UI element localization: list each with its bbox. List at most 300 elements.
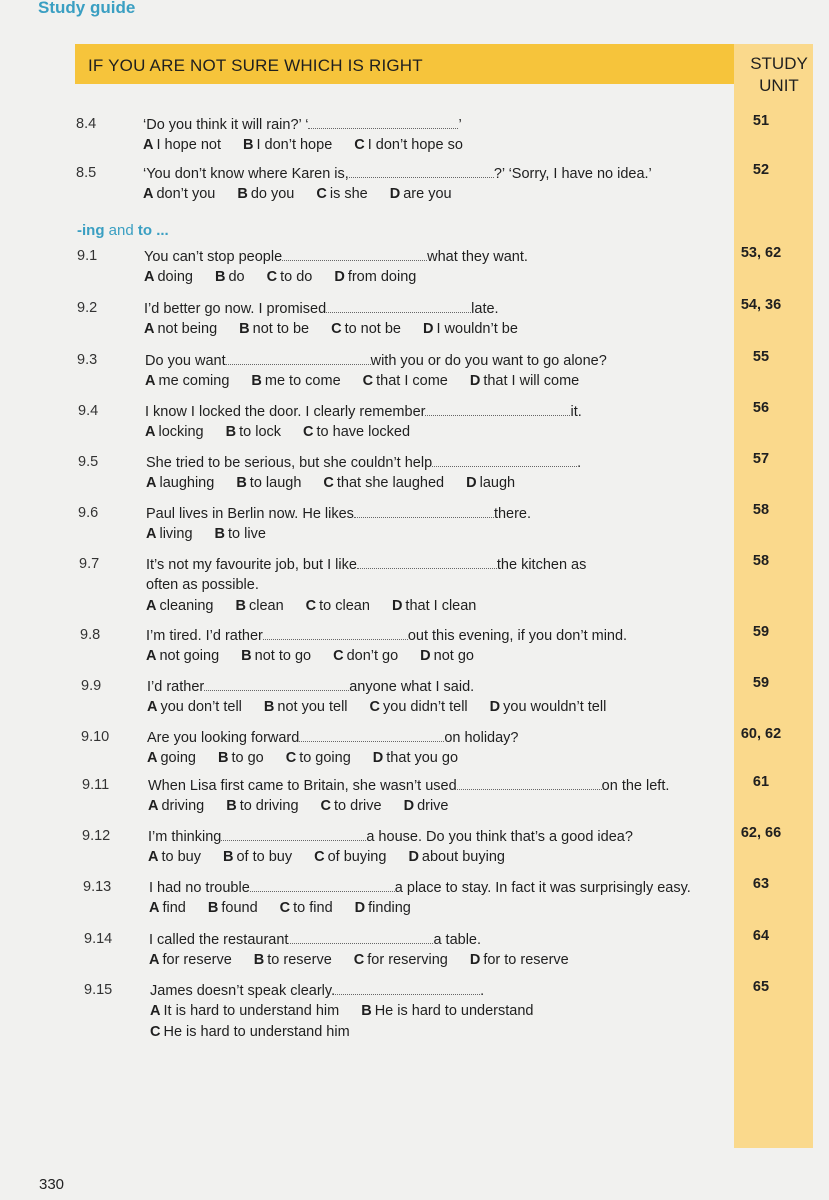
answer-options <box>143 135 485 156</box>
option-text: for reserve <box>162 952 232 968</box>
answer-option <box>208 898 258 919</box>
answer-option <box>236 596 284 617</box>
option-text: living <box>159 526 193 542</box>
option-text: me to come <box>264 373 341 389</box>
guide-title: Study guide <box>38 0 136 17</box>
option-text: for to reserve <box>483 952 569 968</box>
option-letter: D <box>423 321 434 337</box>
answer-option <box>226 422 281 443</box>
answer-option <box>223 847 292 868</box>
answer-blank <box>349 163 494 178</box>
option-letter: B <box>214 269 226 285</box>
study-unit-number: 59 <box>752 675 770 691</box>
option-text: not to be <box>252 321 310 337</box>
answer-blank <box>250 877 395 892</box>
answer-option <box>470 371 579 392</box>
answer-options <box>144 319 540 340</box>
answer-option <box>149 898 186 919</box>
question-stem <box>146 554 586 576</box>
option-letter: C <box>369 699 381 715</box>
study-unit-number: 65 <box>752 979 770 995</box>
study-unit-number: 53, 62 <box>740 245 782 261</box>
stem-text-after: a house. Do you think that’s a good idea? <box>366 829 633 845</box>
option-text: laughing <box>159 475 215 491</box>
option-text: He is hard to understand <box>374 1003 534 1019</box>
option-text: clean <box>248 598 284 614</box>
option-text: to reserve <box>267 952 332 968</box>
stem-text-before: I’d better go now. I promised <box>144 301 327 317</box>
option-text: me coming <box>158 373 230 389</box>
option-text: to clean <box>319 598 370 614</box>
question-number: 9.5 <box>78 454 99 470</box>
question-stem <box>144 298 499 320</box>
answer-option <box>423 319 518 340</box>
stem-text-after: out this evening, if you don’t mind. <box>407 628 628 644</box>
option-letter: A <box>144 269 155 285</box>
answer-option <box>490 697 607 718</box>
answer-option <box>147 748 196 769</box>
option-letter: B <box>235 598 246 614</box>
option-text: not go <box>433 648 474 664</box>
study-unit-number: 56 <box>752 400 770 416</box>
answer-option <box>323 473 444 494</box>
option-letter: C <box>305 598 317 614</box>
option-text: that I come <box>376 373 448 389</box>
option-text: of buying <box>327 849 387 865</box>
answer-blank <box>282 246 427 261</box>
option-letter: B <box>361 1003 372 1019</box>
option-text: do you <box>250 186 295 202</box>
question-number: 9.15 <box>84 982 113 998</box>
option-text: to buy <box>161 849 201 865</box>
question-stem <box>145 401 582 423</box>
answer-option <box>334 267 416 288</box>
option-text: to lock <box>239 424 282 440</box>
answer-blank <box>357 554 497 569</box>
option-text: is she <box>329 186 368 202</box>
option-letter: D <box>391 598 403 614</box>
study-unit-number: 63 <box>752 876 770 892</box>
option-text: It is hard to understand him <box>163 1003 340 1019</box>
option-letter: A <box>146 526 157 542</box>
option-letter: B <box>263 699 275 715</box>
stem-text-after: on holiday? <box>444 730 519 746</box>
option-text: I wouldn’t be <box>436 321 518 337</box>
answer-blank <box>308 114 458 129</box>
option-letter: B <box>239 321 250 337</box>
section-heading <box>77 222 169 239</box>
study-unit-number: 58 <box>752 553 770 569</box>
option-letter: D <box>389 186 401 202</box>
stem-text-after: it. <box>570 404 582 420</box>
study-unit-number: 62, 66 <box>740 825 782 841</box>
option-letter: A <box>149 900 160 916</box>
stem-text-after: on the left. <box>601 778 670 794</box>
option-text: don’t go <box>346 648 399 664</box>
stem-text-before: ‘You don’t know where Karen is, <box>143 166 349 182</box>
option-letter: A <box>147 699 158 715</box>
question-number: 9.13 <box>83 879 112 895</box>
stem-text-before: I know I locked the door. I clearly remember <box>145 404 426 420</box>
option-letter: C <box>285 750 297 766</box>
answer-blank <box>326 298 471 313</box>
option-text: finding <box>368 900 411 916</box>
answer-option <box>286 748 351 769</box>
answer-option <box>392 596 476 617</box>
answer-blank <box>204 676 349 691</box>
answer-options <box>146 596 498 617</box>
stem-text-before: James doesn’t speak clearly. <box>150 983 336 999</box>
question-stem <box>145 350 607 372</box>
answer-option <box>314 847 386 868</box>
option-letter: C <box>303 424 314 440</box>
option-text: cleaning <box>159 598 214 614</box>
question-stem <box>149 929 481 951</box>
option-letter: A <box>146 598 157 614</box>
answer-option <box>264 697 348 718</box>
answer-blank <box>354 503 494 518</box>
option-letter: C <box>333 648 344 664</box>
option-text: to find <box>293 900 333 916</box>
option-text: not going <box>159 648 220 664</box>
stem-text-before: It’s not my favourite job, but I like <box>146 557 357 573</box>
option-letter: A <box>146 475 157 491</box>
option-letter: C <box>320 798 332 814</box>
answer-option <box>241 646 311 667</box>
option-letter: C <box>316 186 327 202</box>
option-text: found <box>221 900 258 916</box>
option-text: that I will come <box>483 373 580 389</box>
answer-option <box>303 422 410 443</box>
question-number: 9.1 <box>77 248 98 264</box>
option-text: not you tell <box>277 699 348 715</box>
option-letter: A <box>148 849 159 865</box>
header-title: IF YOU ARE NOT SURE WHICH IS RIGHT <box>88 56 423 75</box>
answer-option <box>373 748 458 769</box>
stem-text-after: . <box>480 983 485 999</box>
study-unit-number: 55 <box>752 349 770 365</box>
stem-text-before: I’m thinking <box>148 829 222 845</box>
option-letter: D <box>403 798 415 814</box>
stem-text-before: When Lisa first came to Britain, she wasn’t used <box>148 778 457 794</box>
stem-text-after: a place to stay. In fact it was surprisingly easy. <box>394 880 691 896</box>
option-text: that I clean <box>405 598 477 614</box>
option-letter: A <box>148 798 159 814</box>
answer-options <box>150 1001 555 1022</box>
answer-option <box>215 524 266 545</box>
stem-text-before: I’m tired. I’d rather <box>146 628 263 644</box>
option-text: not to go <box>254 648 312 664</box>
option-letter: D <box>469 373 481 389</box>
answer-option <box>280 898 333 919</box>
answer-option <box>316 184 367 205</box>
option-letter: B <box>251 373 262 389</box>
question-number: 9.4 <box>78 403 99 419</box>
question-stem <box>146 452 581 474</box>
study-unit-number: 57 <box>752 451 770 467</box>
option-text: to laugh <box>249 475 302 491</box>
option-text: that you go <box>386 750 459 766</box>
stem-text-before: She tried to be serious, but she couldn’t help <box>146 455 433 471</box>
question-stem <box>146 503 531 525</box>
answer-option <box>254 950 332 971</box>
option-letter: D <box>408 849 419 865</box>
question-number: 9.2 <box>77 300 98 316</box>
answer-option <box>420 646 474 667</box>
option-text: to driving <box>239 798 299 814</box>
answer-options <box>146 646 496 667</box>
answer-option <box>145 422 204 443</box>
answer-option <box>239 319 309 340</box>
stem-text-after: late. <box>471 301 499 317</box>
question-number: 9.3 <box>77 352 98 368</box>
option-text: are you <box>403 186 452 202</box>
option-letter: C <box>323 475 334 491</box>
answer-option <box>251 371 340 392</box>
answer-option <box>354 135 463 156</box>
answer-option <box>370 697 468 718</box>
question-number: 8.4 <box>76 116 97 132</box>
option-letter: D <box>420 648 431 664</box>
question-stem <box>149 877 691 899</box>
option-letter: C <box>314 849 325 865</box>
option-letter: B <box>237 186 248 202</box>
option-letter: C <box>362 373 374 389</box>
option-text: that she laughed <box>336 475 445 491</box>
section-heading-ing: -ing <box>77 222 105 239</box>
answer-option <box>143 135 221 156</box>
option-text: to have locked <box>316 424 411 440</box>
answer-option <box>145 371 229 392</box>
option-letter: D <box>489 699 501 715</box>
option-letter: B <box>226 798 237 814</box>
stem-text-after: what they want. <box>427 249 528 265</box>
answer-options <box>148 847 527 868</box>
option-letter: A <box>149 952 160 968</box>
option-letter: B <box>242 137 254 153</box>
stem-text-before: Are you looking forward <box>147 730 300 746</box>
answer-options <box>145 422 432 443</box>
option-text: drive <box>417 798 449 814</box>
question-stem <box>147 727 519 749</box>
answer-option <box>146 524 193 545</box>
answer-option <box>361 1001 533 1022</box>
option-letter: B <box>217 750 229 766</box>
option-letter: A <box>144 321 155 337</box>
stem-text-before: ‘Do you think it will rain?’ ‘ <box>143 117 309 133</box>
answer-option <box>333 646 398 667</box>
answer-option <box>404 796 449 817</box>
option-text: not being <box>157 321 218 337</box>
answer-blank <box>335 980 480 995</box>
study-unit-label-2: UNIT <box>759 76 799 95</box>
option-letter: B <box>253 952 265 968</box>
question-number: 9.9 <box>81 678 102 694</box>
option-text: don’t you <box>156 186 216 202</box>
answer-option <box>363 371 448 392</box>
answer-option <box>243 135 332 156</box>
option-letter: B <box>241 648 252 664</box>
option-text: I don’t hope so <box>367 137 463 153</box>
option-text: find <box>162 900 186 916</box>
option-letter: A <box>147 750 158 766</box>
option-text: going <box>160 750 196 766</box>
option-text: about buying <box>421 849 505 865</box>
answer-option <box>149 950 232 971</box>
study-unit-number: 59 <box>752 624 770 640</box>
study-unit-header <box>744 53 814 97</box>
stem-text-after: with you or do you want to go alone? <box>370 353 607 369</box>
answer-option <box>408 847 505 868</box>
question-stem <box>147 676 474 698</box>
answer-blank <box>263 625 408 640</box>
option-letter: A <box>143 186 154 202</box>
stem-text-after: anyone what I said. <box>349 679 475 695</box>
question-stem <box>143 114 462 136</box>
answer-option <box>146 646 219 667</box>
option-text: laugh <box>479 475 516 491</box>
question-number: 9.8 <box>80 627 101 643</box>
option-text: to go <box>231 750 264 766</box>
option-text: to do <box>280 269 313 285</box>
answer-options <box>148 796 471 817</box>
option-text: driving <box>161 798 205 814</box>
stem-text-line-2: often as possible. <box>146 577 259 593</box>
option-letter: C <box>150 1024 161 1040</box>
answer-option <box>390 184 452 205</box>
study-unit-label-1: STUDY <box>750 54 808 73</box>
option-text: you don’t tell <box>160 699 242 715</box>
option-text: from doing <box>347 269 417 285</box>
answer-option <box>147 697 242 718</box>
stem-text-after: . <box>577 455 582 471</box>
stem-text-after: a table. <box>433 932 482 948</box>
answer-option <box>267 267 313 288</box>
stem-text-before: You can’t stop people <box>144 249 283 265</box>
stem-text-before: I’d rather <box>147 679 205 695</box>
option-letter: A <box>150 1003 161 1019</box>
answer-options <box>147 748 480 769</box>
option-letter: D <box>466 475 477 491</box>
option-text: do <box>228 269 245 285</box>
answer-blank <box>457 775 602 790</box>
option-letter: B <box>236 475 247 491</box>
stem-text-before: Do you want <box>145 353 226 369</box>
answer-option <box>144 319 217 340</box>
question-number: 9.12 <box>82 828 111 844</box>
section-heading-to: to ... <box>137 222 169 239</box>
study-unit-number: 54, 36 <box>740 297 782 313</box>
answer-option <box>146 473 214 494</box>
option-text: for reserving <box>367 952 448 968</box>
page-number: 330 <box>39 1176 65 1193</box>
answer-blank <box>432 452 577 467</box>
answer-blank <box>288 929 433 944</box>
option-letter: B <box>207 900 219 916</box>
option-text: locking <box>158 424 204 440</box>
answer-option <box>218 748 264 769</box>
option-text: doing <box>157 269 193 285</box>
answer-options <box>149 950 591 971</box>
answer-options <box>149 898 433 919</box>
stem-text-before: I had no trouble <box>149 880 250 896</box>
answer-options <box>146 524 288 545</box>
question-number: 8.5 <box>76 165 97 181</box>
answer-option <box>148 847 201 868</box>
answer-option <box>143 184 215 205</box>
answer-option <box>150 1022 350 1043</box>
study-unit-number: 58 <box>752 502 770 518</box>
option-letter: B <box>214 526 226 542</box>
answer-options <box>147 697 628 718</box>
study-unit-number: 64 <box>752 928 770 944</box>
option-text: He is hard to understand him <box>163 1024 350 1040</box>
option-letter: A <box>143 137 154 153</box>
answer-options <box>145 371 601 392</box>
answer-blank <box>425 401 570 416</box>
answer-option <box>144 267 193 288</box>
question-stem <box>144 246 528 268</box>
option-letter: B <box>225 424 237 440</box>
answer-blank <box>226 350 371 365</box>
question-number: 9.6 <box>78 505 99 521</box>
option-text: to not be <box>344 321 401 337</box>
option-letter: D <box>469 952 481 968</box>
question-stem <box>148 826 633 848</box>
question-stem <box>150 980 484 1002</box>
option-letter: D <box>334 269 345 285</box>
option-letter: D <box>372 750 384 766</box>
stem-text-after: ?’ ‘Sorry, I have no idea.’ <box>493 166 652 182</box>
stem-text-before: Paul lives in Berlin now. He likes <box>146 506 354 522</box>
option-text: I don’t hope <box>256 137 333 153</box>
question-stem <box>146 625 627 647</box>
option-text: to live <box>228 526 266 542</box>
answer-option <box>331 319 401 340</box>
answer-options <box>144 267 438 288</box>
question-stem <box>148 775 669 797</box>
answer-option <box>321 796 382 817</box>
study-unit-number: 51 <box>752 113 770 129</box>
answer-option <box>150 1001 339 1022</box>
section-heading-and: and <box>108 222 134 239</box>
option-text: to drive <box>334 798 382 814</box>
answer-options <box>146 473 537 494</box>
answer-option <box>470 950 569 971</box>
answer-option <box>215 267 245 288</box>
question-number: 9.10 <box>81 729 110 745</box>
option-text: of to buy <box>236 849 293 865</box>
option-text: to going <box>299 750 351 766</box>
option-letter: C <box>331 321 342 337</box>
option-letter: B <box>222 849 234 865</box>
answer-option <box>237 184 294 205</box>
option-letter: A <box>146 648 157 664</box>
answer-option <box>466 473 515 494</box>
stem-text-before: I called the restaurant <box>149 932 289 948</box>
study-unit-number: 52 <box>752 162 770 178</box>
question-number: 9.7 <box>79 556 100 572</box>
option-letter: D <box>354 900 366 916</box>
option-text: you didn’t tell <box>383 699 468 715</box>
stem-text-after: ’ <box>458 117 462 133</box>
study-unit-number: 61 <box>752 774 770 790</box>
answer-options <box>150 1022 372 1043</box>
option-letter: A <box>145 424 156 440</box>
stem-text-after: there. <box>493 506 532 522</box>
option-letter: C <box>266 269 278 285</box>
answer-option <box>226 796 298 817</box>
